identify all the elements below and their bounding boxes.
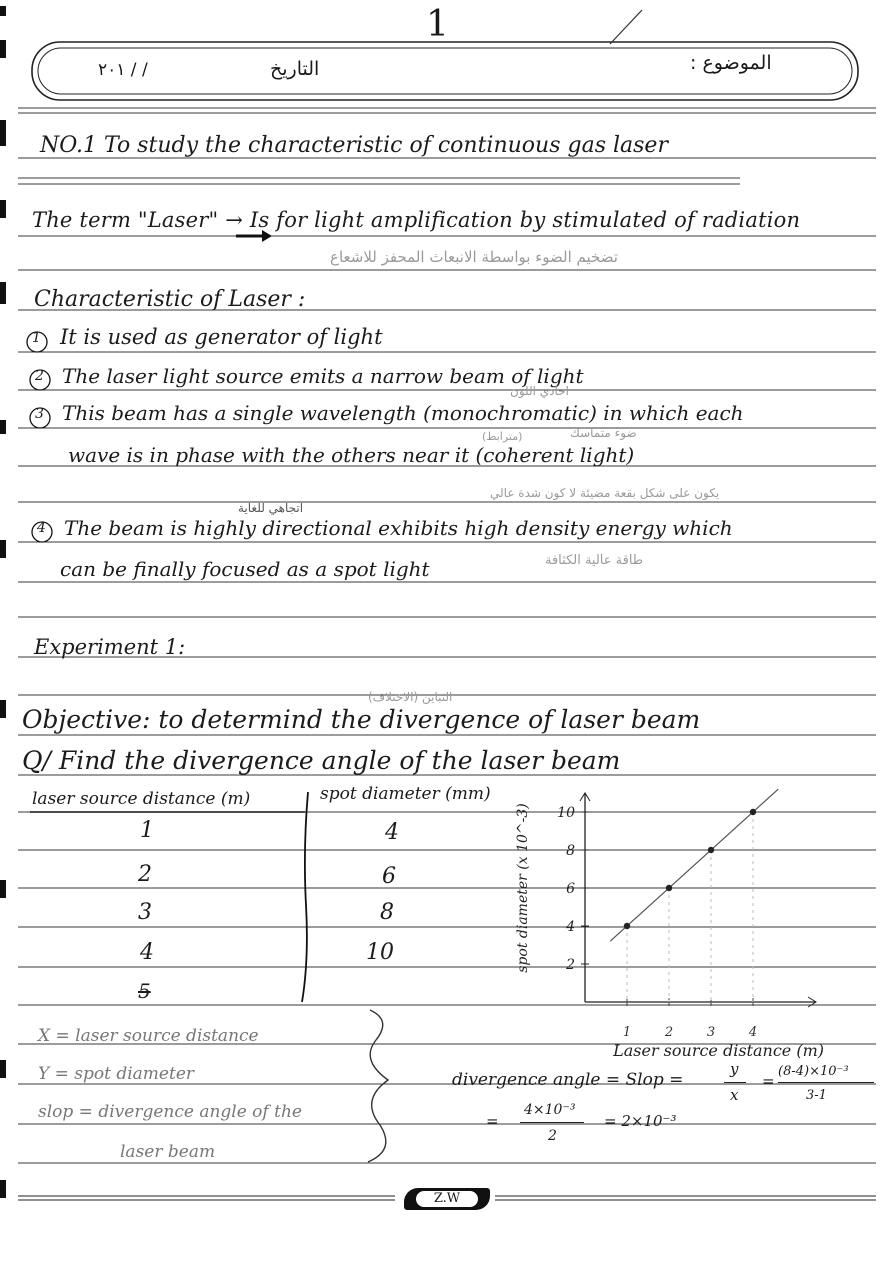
footer-initials: Z.W [416, 1191, 478, 1207]
table-column-divider [302, 792, 308, 1002]
calc-result: = 2×10⁻³ [604, 1112, 677, 1130]
calc-y: y [730, 1060, 739, 1078]
chart-point [624, 923, 630, 929]
chart-y-tick-label: 2 [566, 957, 575, 973]
legend-note-slope: slop = divergence angle of the [38, 1102, 302, 1122]
chart-x-label: Laser source distance (m) [613, 1041, 824, 1060]
chart-point [708, 847, 714, 853]
legend-note-x: X = laser source distance [38, 1026, 259, 1046]
binder-mark [0, 200, 6, 218]
date-label: التاريخ [270, 58, 320, 80]
binder-mark [0, 6, 6, 16]
characteristic-item-3-line-1: This beam has a single wavelength (monochromatic) in which each [62, 401, 744, 425]
calc-fraction-bar [520, 1122, 584, 1123]
note-coherent: ضوء متماسك [570, 426, 637, 440]
binder-mark [0, 700, 6, 718]
characteristic-item-1: It is used as generator of light [60, 325, 383, 349]
binder-mark [0, 420, 6, 434]
characteristic-item-4-line-1: The beam is highly directional exhibits high density energy which [64, 516, 733, 540]
chart-x-tick-label: 2 [664, 1025, 674, 1040]
chart-y-tick-label: 8 [566, 843, 575, 859]
chart-x-tick-label: 1 [622, 1025, 632, 1040]
calc-fraction-den: 3-1 [806, 1088, 827, 1103]
note-energy: طاقة عالية الكثافة [545, 553, 644, 568]
table-header-distance: laser source distance (m) [32, 789, 251, 809]
calc-equals: = [486, 1112, 499, 1130]
table-cell-diameter: 4 [385, 820, 399, 845]
legend-note-y: Y = spot diameter [38, 1064, 195, 1084]
chart-y-tick-label: 10 [557, 805, 575, 821]
chart-point [666, 885, 672, 891]
binder-mark [0, 880, 6, 898]
objective-note: التباين (الاختلاف) [368, 690, 453, 704]
calc-line2-den: 2 [548, 1128, 557, 1144]
note-directional: اتجاهي للغاية [238, 501, 304, 515]
date-value: ٢٠١ / / [98, 60, 148, 80]
item-number: 3 [35, 406, 44, 422]
item-number: 1 [32, 330, 41, 346]
calc-equals: = [762, 1072, 775, 1090]
item-circles [27, 332, 52, 542]
binder-mark [0, 120, 6, 146]
page-number: 1 [426, 4, 449, 45]
characteristic-item-2: The laser light source emits a narrow beam of light [62, 364, 584, 388]
binder-mark [0, 282, 6, 304]
chart-x-tick-label: 4 [748, 1025, 758, 1040]
item-number: 2 [35, 368, 44, 384]
legend-note-beam: laser beam [120, 1142, 216, 1162]
table-cell-diameter: 10 [366, 940, 394, 965]
laser-definition: The term "Laser" → Is for light amplification by stimulated of radiation [32, 208, 801, 232]
table-cell-distance: 4 [140, 940, 154, 965]
characteristic-item-4-line-2: can be finally focused as a spot light [60, 557, 430, 581]
question: Q/ Find the divergence angle of the laser beam [22, 746, 621, 775]
header-pen-stroke [610, 10, 642, 44]
definition-arabic-note: تضخيم الضوء بواسطة الانبعاث المحفز للاشعاع [330, 248, 618, 266]
table-cell-diameter: 6 [382, 864, 396, 889]
table-header-diameter: spot diameter (mm) [320, 784, 491, 804]
table-cell-diameter: 8 [380, 900, 394, 925]
divergence-chart [480, 780, 880, 1080]
binder-mark [0, 40, 6, 58]
chart-y-label: spot diameter (x 10^-3) [515, 803, 531, 973]
calc-fraction-bar [778, 1082, 874, 1083]
item-number: 4 [37, 520, 46, 536]
binder-mark [0, 1180, 6, 1198]
calc-x: x [730, 1086, 739, 1104]
characteristic-item-3-line-2: wave is in phase with the others near it (coherent light) [68, 443, 635, 467]
binder-mark [0, 540, 6, 558]
table-cell-distance: 1 [140, 818, 154, 843]
calc-fraction-num: (8-4)×10⁻³ [778, 1064, 849, 1079]
calc-fraction-bar [724, 1082, 746, 1083]
legend-brace [368, 1010, 388, 1162]
calc-line-1: divergence angle = Slop = [452, 1070, 684, 1090]
note-phase: يكون على شكل بقعة مضيئة لا كون شدة عالي [490, 486, 720, 500]
subject-label: الموضوع : [690, 52, 772, 74]
objective: Objective: to determind the divergence of laser beam [22, 705, 701, 734]
calc-line2-num: 4×10⁻³ [524, 1102, 576, 1118]
characteristics-heading: Characteristic of Laser : [34, 287, 306, 312]
table-cell-distance: 3 [138, 900, 152, 925]
chart-y-tick-label: 4 [566, 919, 575, 935]
page-title: NO.1 To study the characteristic of continuous gas laser [40, 133, 668, 158]
chart-x-tick-label: 3 [706, 1025, 716, 1040]
table-cell-crossed: 5 [138, 979, 151, 1003]
note-monochromatic: احادي اللون [510, 384, 569, 398]
chart-point [750, 809, 756, 815]
binder-mark [0, 1060, 6, 1078]
table-cell-distance: 2 [138, 862, 152, 887]
experiment-title: Experiment 1: [34, 635, 186, 659]
chart-y-tick-label: 6 [566, 881, 575, 897]
note-coherent-small: (مترابط) [482, 430, 523, 443]
